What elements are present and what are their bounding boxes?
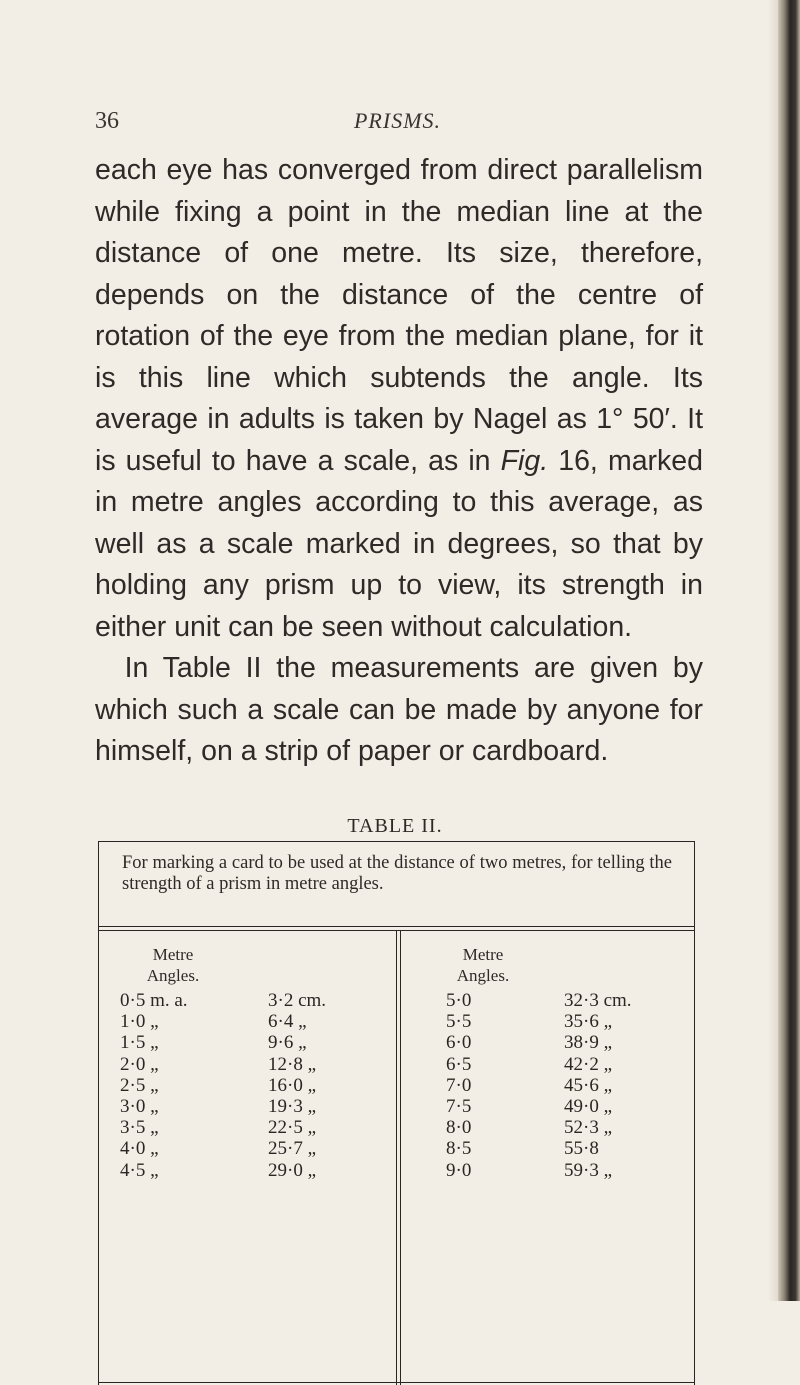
left-header-line2: Angles. [146,966,200,985]
right-cm-cell: 38·9 „ [564,1032,613,1054]
right-angle-cell: 7·5 [446,1096,472,1117]
left-cm-cell: 3·2 cm. [268,990,327,1011]
paragraph-1 [95,150,703,648]
table-top-rule [98,841,695,842]
paragraph-2 [95,648,703,773]
table-right-border [694,841,695,1385]
right-angle-cell: 8·0 [446,1117,472,1139]
right-cm-cell: 59·3 „ [564,1159,613,1181]
table-title: TABLE II. [347,815,443,837]
right-cm-cell: 32·3 cm. [564,990,632,1011]
right-angle-cell: 6·0 [446,1032,472,1054]
table-bottom-rule [98,1382,695,1383]
left-angle-cell: 1·0 „ [120,1011,159,1033]
paragraph-2-text: In Table II the measurements are given by which such a scale can be made by anyone for himself, on a strip of paper or cardboard. [95,652,703,767]
column-divider [396,930,397,1385]
left-angle-cell: 3·0 „ [120,1096,159,1117]
right-header-line2: Angles. [456,966,510,985]
book-spine-edge [778,0,800,1301]
left-cm-cell: 12·8 „ [268,1053,317,1075]
paragraph-1-text-end: 16, marked in metre angles according to this average, as well as a scale marked in degrees, so that by holding any prism up to view, its strength in either unit can be seen without calculation. [95,444,703,643]
page-number: 36 [95,108,119,134]
right-angle-cell: 8·5 [446,1138,472,1160]
right-cm-cell: 42·2 „ [564,1053,613,1075]
right-cm-cell: 52·3 „ [564,1117,613,1139]
left-cm-cell: 22·5 „ [268,1117,317,1139]
left-angles-header [118,944,228,986]
left-cm-cell: 19·3 „ [268,1096,317,1117]
left-angle-cell: 2·0 „ [120,1053,159,1075]
right-angle-cell: 5·0 [446,990,472,1011]
right-angle-cell: 5·5 [446,1011,472,1033]
fig-reference: Fig. [500,444,549,477]
left-angle-cell: 4·0 „ [120,1138,159,1160]
left-angle-cell: 2·5 „ [120,1074,159,1096]
table-left-border [98,841,99,1385]
running-title: PRISMS. [353,108,442,133]
left-angle-cell: 3·5 „ [120,1117,159,1139]
right-cm-cell: 55·8 [564,1138,599,1160]
caption-rule [98,926,695,927]
right-cm-cell: 49·0 „ [564,1096,613,1117]
paragraph-1-text: each eye has converged from direct parallelism while fixing a point in the median line at the distance of one metre. Its size, therefore, depends on the distance of the centre of rotation of the eye from the median plane, for it is this line which subtends the angle. Its average in adults is taken by Nagel as 1° 50′. It is useful to have a scale, as in [95,154,703,477]
left-cm-cell: 29·0 „ [268,1159,317,1181]
left-cm-cell: 25·7 „ [268,1138,317,1160]
right-angle-cell: 9·0 [446,1159,472,1181]
right-angle-cell: 6·5 [446,1053,472,1075]
table-caption: For marking a card to be used at the distance of two metres, for telling the strength of a prism in metre angles. [122,853,672,894]
left-cm-cell: 9·6 „ [268,1032,307,1054]
right-cm-cell: 35·6 „ [564,1011,613,1033]
right-cm-cell: 45·6 „ [564,1074,613,1096]
left-angle-cell: 4·5 „ [120,1159,159,1181]
page-header [95,108,700,138]
left-cm-cell: 16·0 „ [268,1074,317,1096]
left-cm-cell: 6·4 „ [268,1011,307,1033]
right-header-line1: Metre [462,945,504,964]
left-angle-cell: 0·5 m. a. [120,990,188,1011]
column-divider-second [400,930,401,1385]
right-angles-header [428,944,538,986]
page-edge-shadow [768,0,778,1301]
right-angle-cell: 7·0 [446,1074,472,1096]
left-angle-cell: 1·5 „ [120,1032,159,1054]
body-text [95,150,703,773]
left-header-line1: Metre [152,945,194,964]
